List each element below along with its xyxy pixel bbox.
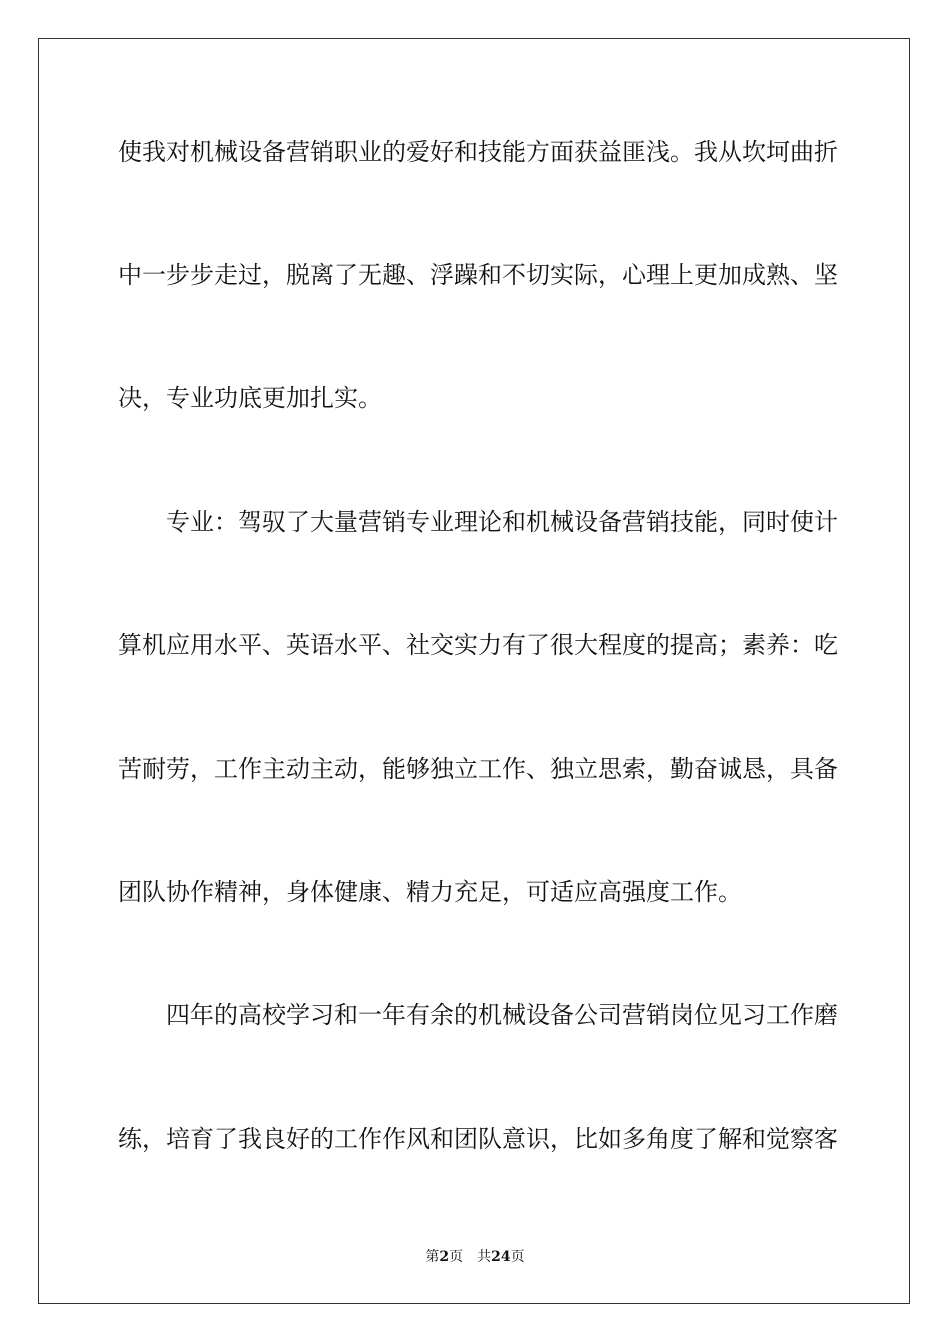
body-line-7: 团队协作精神，身体健康、精力充足，可适应高强度工作。 (118, 878, 742, 906)
body-line-3: 决，专业功底更加扎实。 (118, 384, 382, 412)
page-number: 2 (439, 1249, 450, 1265)
total-prefix: 共 (477, 1249, 492, 1265)
body-line-6: 苦耐劳，工作主动主动，能够独立工作、独立思索，勤奋诚恳，具备 (118, 755, 838, 783)
total-suffix: 页 (510, 1249, 525, 1265)
page-border (38, 38, 910, 1304)
body-line-9: 练，培育了我良好的工作作风和团队意识，比如多角度了解和觉察客 (118, 1125, 838, 1153)
body-line-8: 四年的高校学习和一年有余的机械设备公司营销岗位见习工作磨 (166, 1001, 838, 1029)
body-line-4: 专业：驾驭了大量营销专业理论和机械设备营销技能，同时使计 (166, 508, 838, 536)
body-line-1: 使我对机械设备营销职业的爱好和技能方面获益匪浅。我从坎坷曲折 (118, 138, 838, 166)
page-prefix: 第 (425, 1249, 440, 1265)
page-suffix: 页 (449, 1249, 464, 1265)
page-footer (0, 1247, 950, 1267)
total-pages: 24 (491, 1249, 511, 1265)
body-line-2: 中一步步走过，脱离了无趣、浮躁和不切实际，心理上更加成熟、坚 (118, 261, 838, 289)
body-line-5: 算机应用水平、英语水平、社交实力有了很大程度的提高；素养：吃 (118, 631, 838, 659)
